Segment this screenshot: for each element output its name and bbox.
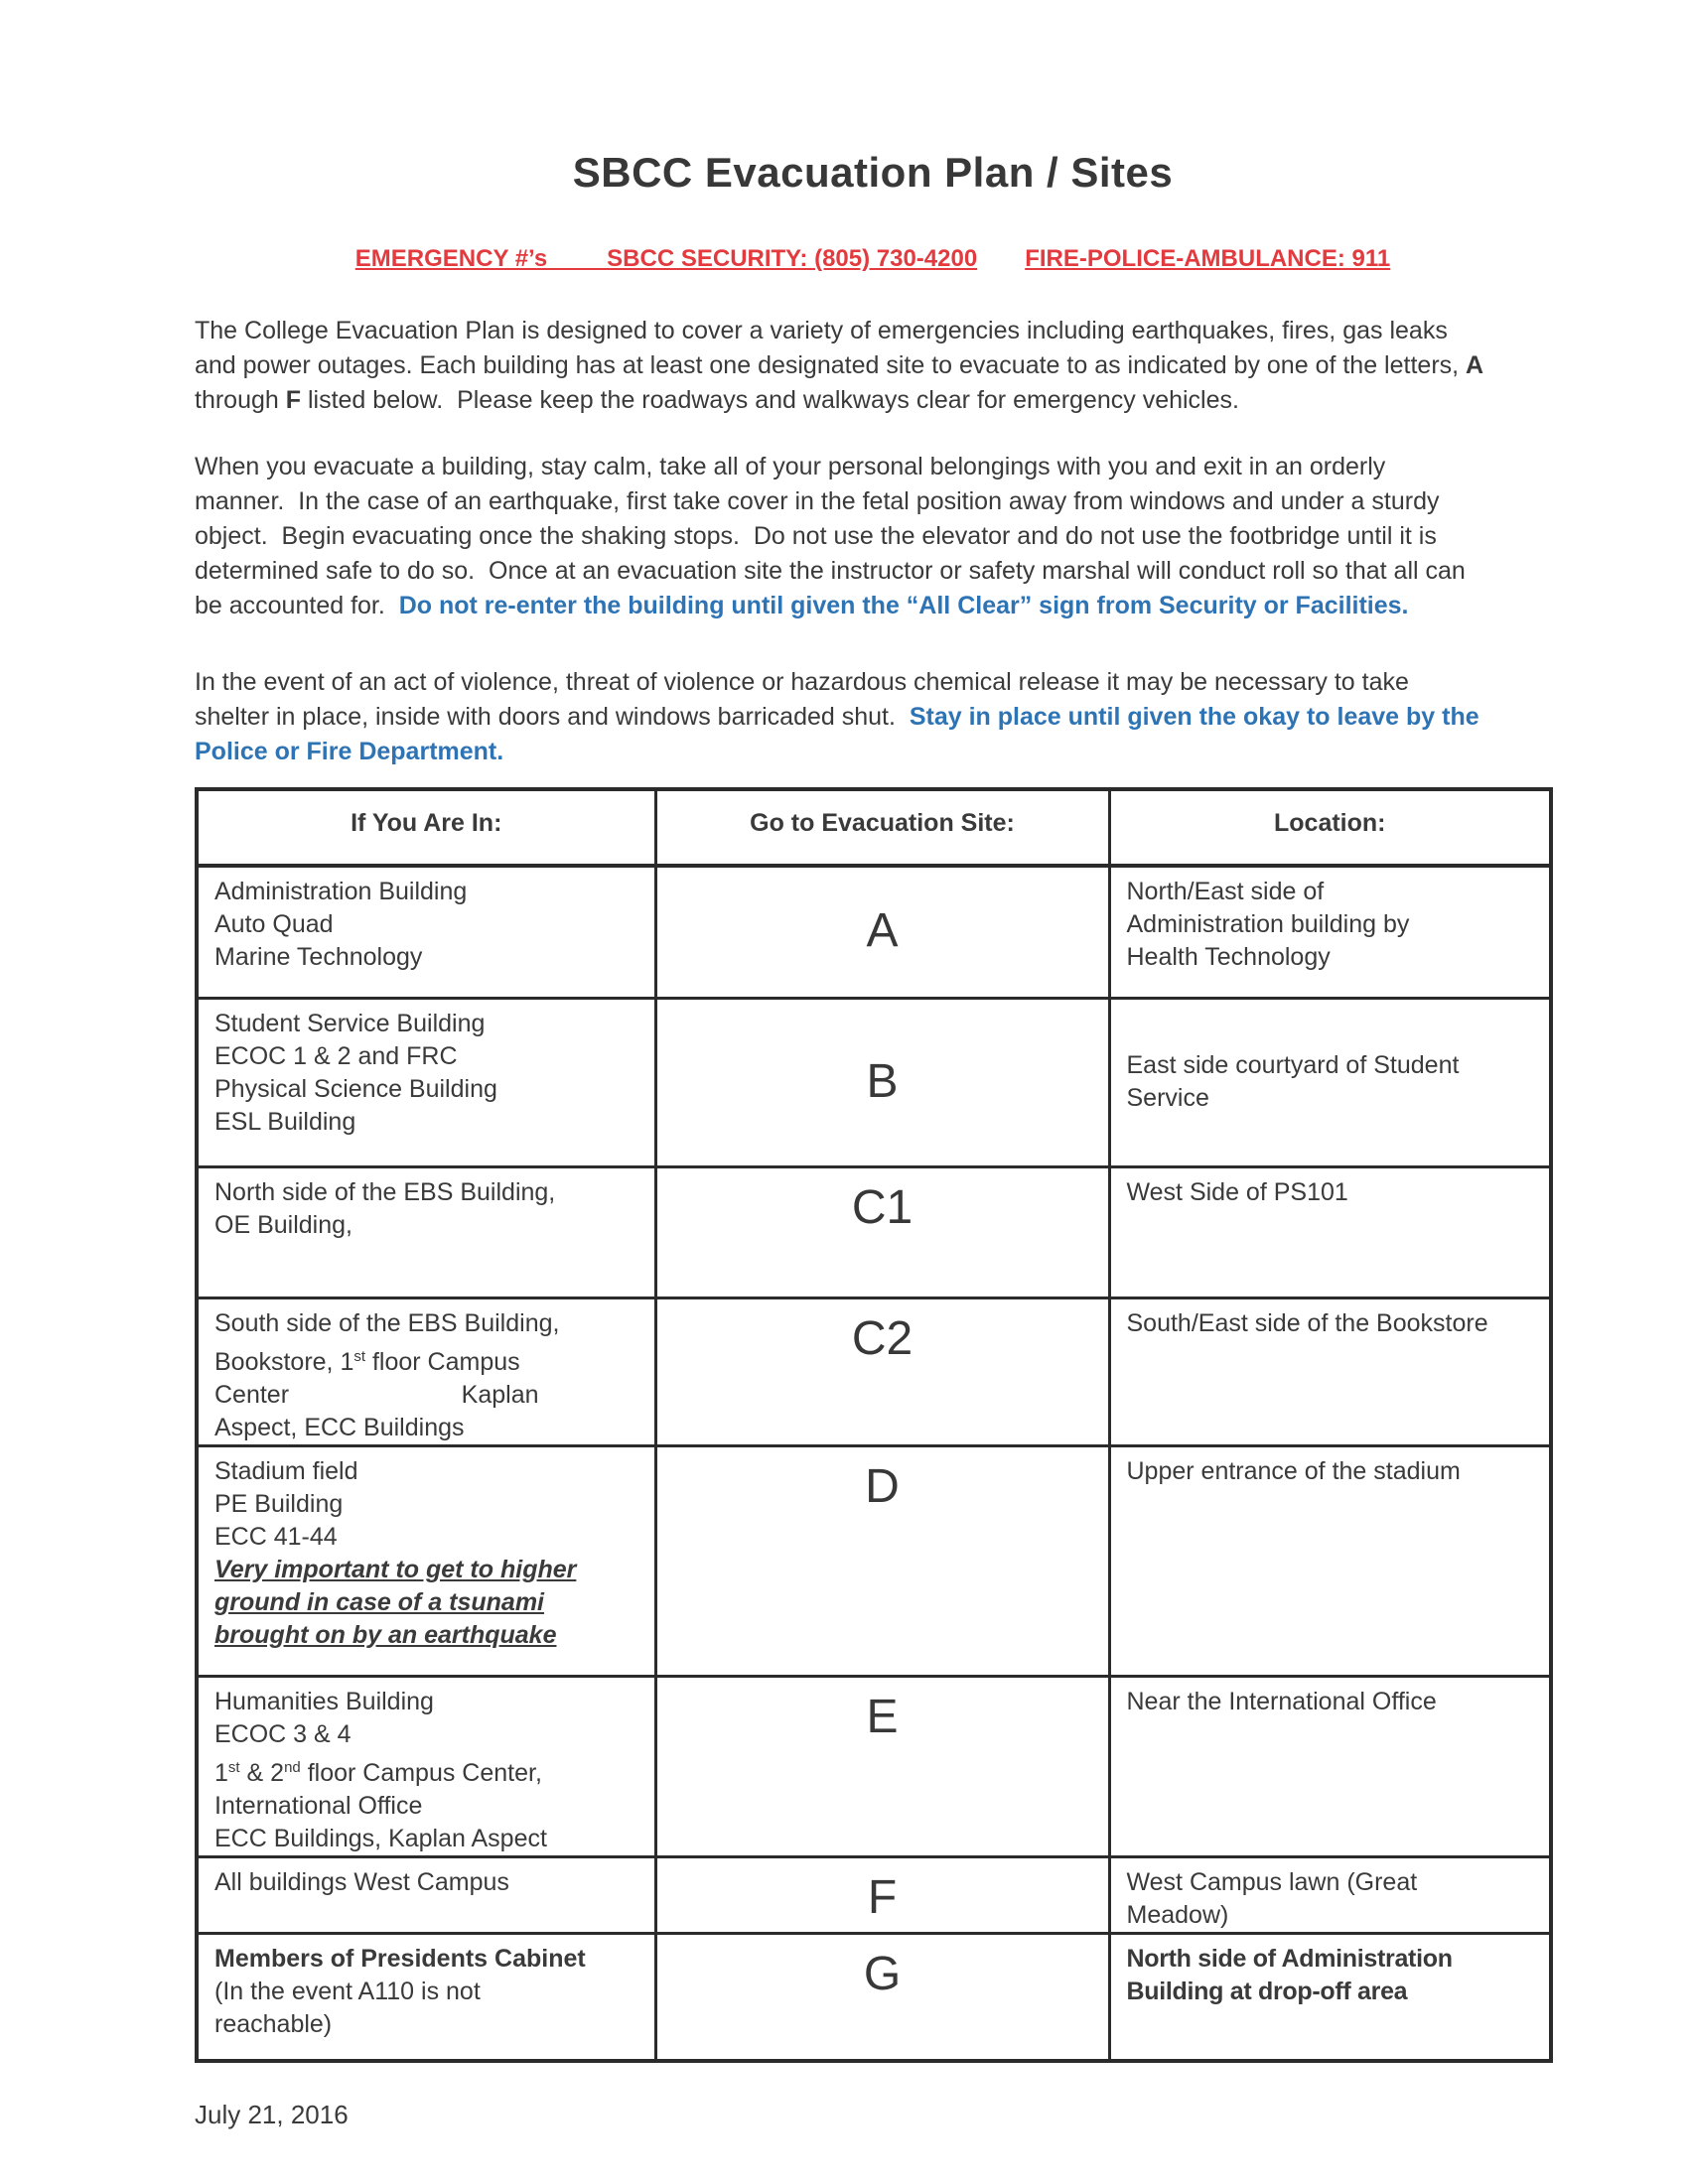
text-segment: North side of Administration [1126, 1944, 1453, 1973]
evacuation-site-cell [655, 1166, 1109, 1297]
evacuation-site-letter: D [865, 1459, 900, 1513]
text-line [1127, 908, 1540, 941]
text-line [214, 1866, 644, 1899]
text-segment: Meadow) [1126, 1900, 1229, 1929]
text-line [1127, 1176, 1540, 1209]
text-line [195, 554, 1551, 589]
text-line [214, 1209, 644, 1242]
emergency-fire-text: FIRE-POLICE-AMBULANCE: 911 [1025, 245, 1391, 272]
text-line [195, 450, 1551, 484]
evacuation-site-cell [655, 1856, 1109, 1933]
body-paragraphs [195, 314, 1551, 769]
text-segment: 1 [214, 1758, 228, 1787]
emergency-numbers-line [195, 244, 1551, 274]
text-line [214, 1008, 644, 1040]
text-segment: brought on by an earthquake [214, 1620, 557, 1649]
text-line [1127, 941, 1540, 974]
text-segment: reachable) [214, 2009, 333, 2038]
page-title: SBCC Evacuation Plan / Sites [572, 149, 1174, 196]
text-segment: & 2 [239, 1758, 285, 1787]
text-segment: nd [284, 1758, 301, 1776]
text-segment: International Office [214, 1791, 423, 1820]
text-line [214, 1943, 644, 1976]
text-segment: Stay in place until given the okay to leave by the [909, 703, 1479, 731]
location-cell [1109, 1297, 1551, 1445]
location-cell [1109, 1166, 1551, 1297]
table-row [197, 1933, 1551, 2061]
text-line [195, 484, 1551, 519]
table-row [197, 1856, 1551, 1933]
evacuation-site-letter: G [863, 1947, 902, 2000]
text-segment: ECC 41-44 [214, 1522, 338, 1551]
if-you-are-in-cell [197, 866, 655, 998]
text-segment: The College Evacuation Plan is designed to cover a variety of emergencies including earthquakes, fires, gas leaks [195, 317, 1448, 344]
text-line [214, 2008, 644, 2041]
location-cell [1109, 998, 1551, 1166]
location-cell [1109, 1933, 1551, 2061]
text-segment: Near the International Office [1126, 1687, 1437, 1715]
location-cell [1109, 1856, 1551, 1933]
table-row [197, 1445, 1551, 1676]
text-line [214, 908, 644, 941]
evacuation-site-letter: F [867, 1870, 898, 1924]
text-line [195, 665, 1551, 700]
text-segment: Aspect, ECC Buildings [214, 1413, 465, 1441]
text-line [214, 1718, 644, 1751]
text-line [1127, 1899, 1540, 1932]
text-segment: listed below. Please keep the roadways and walkways clear for emergency vehicles. [301, 386, 1239, 414]
text-line [214, 1619, 644, 1652]
text-segment: ECOC 1 & 2 and FRC [214, 1041, 458, 1070]
if-you-are-in-cell [197, 1166, 655, 1297]
text-segment: manner. In the case of an earthquake, first take cover in the fetal position away from windows and under a sturdy [195, 487, 1440, 515]
text-segment: A [1466, 351, 1484, 379]
text-segment: ECC Buildings, Kaplan Aspect [214, 1824, 547, 1852]
text-segment: ESL Building [214, 1107, 356, 1136]
evacuation-site-letter: A [866, 904, 899, 958]
if-you-are-in-cell [197, 1297, 655, 1445]
text-line [214, 1586, 644, 1619]
column-header-if-you-are-in: If You Are In: [197, 789, 655, 866]
table-row [197, 1166, 1551, 1297]
evacuation-table [195, 787, 1553, 2063]
text-segment: Physical Science Building [214, 1074, 497, 1103]
text-line [214, 1488, 644, 1521]
text-segment: ground in case of a tsunami [214, 1587, 544, 1616]
text-line [214, 1040, 644, 1073]
text-segment: Administration Building [214, 878, 468, 905]
evacuation-site-cell [655, 998, 1109, 1166]
text-segment: Very important to get to higher [214, 1555, 577, 1583]
text-line [1127, 876, 1540, 908]
evacuation-site-cell [655, 1445, 1109, 1676]
document-content [195, 147, 1551, 2130]
text-line [214, 1686, 644, 1718]
text-segment: and power outages. Each building has at least one designated site to evacuate to as indicated by one of the letters, [195, 351, 1467, 379]
text-segment: Do not re-enter the building until given the “All Clear” sign from Security or Facilities. [398, 592, 1409, 619]
text-segment: st [227, 1758, 240, 1776]
text-line [214, 1976, 644, 2008]
text-line [1127, 1049, 1540, 1082]
text-segment: Student Service Building [214, 1009, 486, 1037]
text-segment: South/East side of the Bookstore [1126, 1308, 1488, 1337]
location-cell [1109, 1676, 1551, 1856]
text-segment: Building at drop-off area [1126, 1977, 1408, 2005]
text-segment: Administration building by [1126, 910, 1410, 938]
table-body [197, 866, 1551, 2061]
text-segment: Police or Fire Department. [195, 738, 504, 765]
evacuation-site-letter: E [866, 1690, 899, 1743]
text-line [214, 941, 644, 974]
text-line [214, 1790, 644, 1823]
paragraph [195, 450, 1551, 623]
if-you-are-in-cell [197, 998, 655, 1166]
text-segment: object. Begin evacuating once the shaking stops. Do not use the elevator and do not use the footbridge until it is [195, 522, 1437, 550]
text-segment: South side of the EBS Building, [214, 1308, 560, 1337]
footer-date: July 21, 2016 [195, 2100, 349, 2129]
text-line [214, 1307, 644, 1340]
text-segment: F [285, 386, 302, 414]
text-segment: floor Campus [365, 1347, 520, 1376]
table-row [197, 866, 1551, 998]
evacuation-site-letter: C2 [851, 1311, 914, 1365]
text-line [195, 589, 1551, 623]
evacuation-site-cell [655, 1297, 1109, 1445]
text-segment: North side of the EBS Building, [214, 1177, 556, 1206]
text-line [195, 700, 1551, 735]
text-segment: (In the event A110 is not [214, 1977, 481, 2005]
text-line [214, 1379, 644, 1412]
text-segment: PE Building [214, 1489, 344, 1518]
text-line [195, 735, 1551, 769]
text-segment: Health Technology [1126, 943, 1331, 971]
text-segment: West Campus lawn (Great [1126, 1867, 1418, 1896]
table-row [197, 1676, 1551, 1856]
emergency-security-text: EMERGENCY #’s SBCC SECURITY: (805) 730-4200 [354, 245, 978, 272]
text-segment: Auto Quad [214, 910, 334, 938]
text-segment: East side courtyard of Student [1126, 1051, 1460, 1079]
text-line [214, 1412, 644, 1444]
evacuation-site-cell [655, 1676, 1109, 1856]
evacuation-site-letter: C1 [851, 1180, 914, 1234]
text-segment: ECOC 3 & 4 [214, 1719, 352, 1748]
if-you-are-in-cell [197, 1676, 655, 1856]
text-segment: OE Building, [214, 1210, 352, 1239]
text-line [1127, 1943, 1540, 1976]
text-segment: st [353, 1347, 366, 1365]
text-line [214, 1751, 644, 1790]
text-segment: Members of Presidents Cabinet [214, 1944, 586, 1973]
text-line [1127, 1866, 1540, 1899]
text-segment: Center Kaplan [214, 1380, 539, 1409]
if-you-are-in-cell [197, 1933, 655, 2061]
text-line [214, 1554, 644, 1586]
text-line [214, 1340, 644, 1379]
text-line [214, 1455, 644, 1488]
text-line [195, 519, 1551, 554]
text-line [195, 314, 1551, 348]
text-line [1127, 1686, 1540, 1718]
text-line [1127, 1082, 1540, 1115]
text-segment: Bookstore, 1 [214, 1347, 354, 1376]
if-you-are-in-cell [197, 1445, 655, 1676]
text-segment: Marine Technology [214, 943, 423, 971]
text-segment: be accounted for. [195, 592, 399, 619]
text-line [214, 1521, 644, 1554]
text-segment: West Side of PS101 [1126, 1177, 1348, 1206]
text-segment: Stadium field [214, 1456, 358, 1485]
text-segment: When you evacuate a building, stay calm, take all of your personal belongings with you and exit in an orderly [195, 453, 1386, 480]
text-line [1127, 1455, 1540, 1488]
if-you-are-in-cell [197, 1856, 655, 1933]
text-line [1127, 1976, 1540, 2008]
evacuation-site-cell [655, 1933, 1109, 2061]
text-segment: through [195, 386, 286, 414]
text-line [1127, 1307, 1540, 1340]
location-cell [1109, 1445, 1551, 1676]
column-header-location: Location: [1109, 789, 1551, 866]
text-line [195, 383, 1551, 418]
text-segment: determined safe to do so. Once at an evacuation site the instructor or safety marshal will conduct roll so that all can [195, 557, 1466, 585]
paragraph [195, 665, 1551, 769]
column-header-evacuation-site: Go to Evacuation Site: [655, 789, 1109, 866]
text-line [214, 876, 644, 908]
evacuation-site-letter: B [866, 1054, 899, 1108]
text-segment: Upper entrance of the stadium [1126, 1456, 1461, 1485]
text-segment: In the event of an act of violence, threat of violence or hazardous chemical release it may be necessary to take [195, 668, 1409, 696]
text-line [214, 1823, 644, 1855]
location-cell [1109, 866, 1551, 998]
text-segment: North/East side of [1126, 878, 1325, 905]
text-segment: floor Campus Center, [300, 1758, 542, 1787]
text-segment: shelter in place, inside with doors and windows barricaded shut. [195, 703, 910, 731]
text-segment: All buildings West Campus [214, 1867, 509, 1896]
text-segment: Humanities Building [214, 1687, 434, 1715]
text-segment: Service [1126, 1084, 1209, 1112]
text-line [214, 1106, 644, 1139]
text-line [214, 1073, 644, 1106]
evacuation-site-cell [655, 866, 1109, 998]
table-row [197, 998, 1551, 1166]
table-header-row [197, 789, 1551, 866]
text-line [214, 1176, 644, 1209]
text-line [195, 348, 1551, 383]
paragraph [195, 314, 1551, 418]
table-row [197, 1297, 1551, 1445]
